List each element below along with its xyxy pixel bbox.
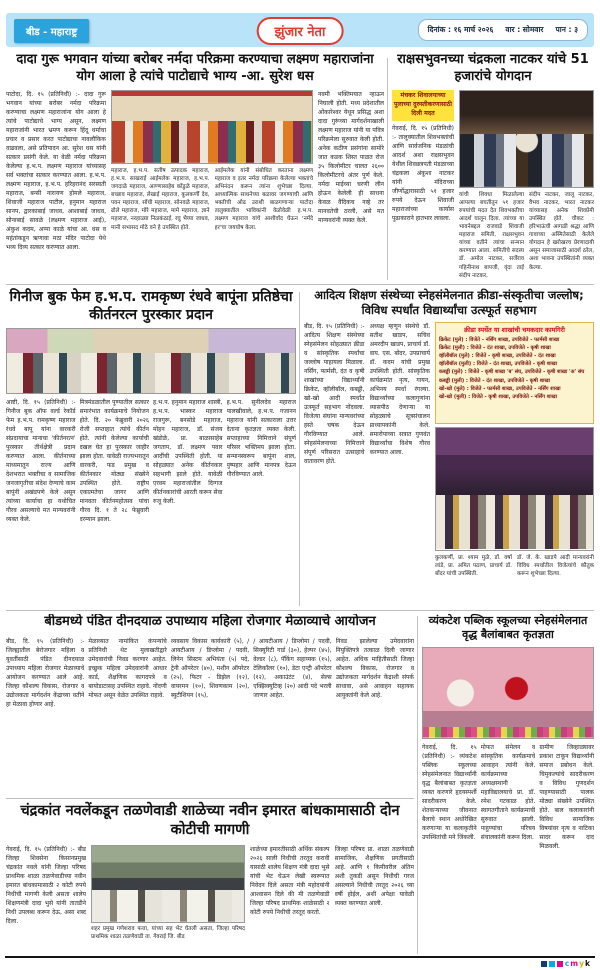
article-body-column: जिल्हा परिषद प्रा. शाळा तळणेवाडी सामाजिक, शैक्षणिक प्रगतीसाठी आहे. आणि १ किमीवरील अंतिम अशी तुकडी असून निधीची गरज असल्याने निधीची तरतूद २०२६ च्या वर्षी होईल, अशी अपेक्षा यावेळी व्यक्त करण्यात आली.	[334, 845, 414, 907]
stage-performance-photo	[422, 647, 594, 739]
article-body	[6, 637, 414, 795]
article-body-column: गेवराई, दि. १५ (प्रतिनिधी) :- व्यंकटेश पब्लिक स्कूलच्या स्नेहसंमेलनात विद्यार्थ्यांनी वृद्ध बैलांबाबत कृतज्ञता व्यक्त करणारे हृदयस्पर्शी सादरीकरण केले. शेतकऱ्याच्या जीवनात बैलाचे स्थान अधोरेखित करणाऱ्या या कलाकृतीने उपस्थितांची मने जिंकली.	[422, 743, 477, 841]
article-body-column: मोफत संमेलन व सांस्कृतिक कार्यक्रमाचे आवाहन त्यांनी केले. कार्यक्रमाच्या अध्यक्षस्थानी महाविद्यालयाचे प्रा. डॉ. रमेश गटकाळ होते. स्वागतगीताने कार्यक्रमाची सुरुवात झाली. पाहुण्यांचा परिचय संचालकांनी करून दिला.	[480, 743, 536, 841]
section-divider	[6, 798, 414, 799]
column-divider	[417, 616, 418, 954]
column-divider	[299, 292, 300, 606]
dateline-badge	[418, 19, 588, 41]
bottom-rule	[5, 956, 595, 958]
article-body	[6, 90, 384, 280]
article-body-column: ग्रामीण जिव्हाळ्यावर प्रकाश टाकून विद्यार्थ्यांनी समाज प्रबोधन केले. चिमुकल्यांचे सादरीकरण व विविध गुणदर्शन पाहण्यासाठी पालक मोठ्या संख्येने उपस्थित होते. बाल कलाकारांनी विविध सामाजिक विषयांवर नृत्य व नाटिका सादर करून दाद मिळवली.	[539, 743, 595, 850]
article-body-column: बीड, दि. १५ (प्रतिनिधी) :- आदित्य शिक्षण संस्थेच्या स्नेहसंमेलन सोहळ्यात क्रीडा व सांस्कृतिक स्पर्धांचा जल्लोष पाहायला मिळाला. नर्सिंग, फार्मसी, दंत व कृषी शाखांच्या विद्यार्थ्यांनी क्रिकेट, व्हॉलीबॉल, कबड्डी, खो-खो आदी स्पर्धांत उत्स्फूर्त सहभाग नोंदवला. विजेत्या संघांना मान्यवरांच्या हस्ते चषक देऊन गौरविण्यात आले. स्नेहसंमेलनाच्या निमित्ताने संपूर्ण परिसरात उत्साहाचे वातावरण होते.	[304, 322, 365, 465]
award-photo	[6, 328, 296, 394]
article-headline: दादा गुरू भगवान यांच्या बरोबर नर्मदा परिक्रमा करण्याचा लक्ष्मण महाराजांना योग आला हे त्यांचे पाटोद्याचे भाग्य -आ. सुरेश धस	[16, 52, 374, 84]
article-photo-block	[459, 90, 594, 280]
article-headline: गिनीज बुक फेम ह.भ.प. रामकृष्ण रंधवे बापूंना प्रतिष्ठेचा कीर्तनरत्न पुरस्कार प्रदान	[9, 289, 293, 324]
photo-caption-row	[111, 167, 313, 280]
region-badge: बीड - महाराष्ट्र	[14, 19, 89, 43]
article-body-column: पाटोदा, दि. १५ (प्रतिनिधी) :- दादा गुरू भगवान यांच्या बरोबर नर्मदा परिक्रमा करण्याचा लक्ष्मण महाराजांना योग आला हे त्यांचे पाटोद्याचे भाग्य असून, लक्ष्मण महाराजांनी भारत भ्रमण करून हिंदू धर्माचा प्रचार व प्रसार करत पाटोद्याचा नावलौकिक वाढवला, असे प्रतिपादन आ. सुरेश धस यांनी सत्कार प्रसंगी केले. या वेळी नर्मदा परिक्रमा केलेल्या ह.भ.प. लक्ष्मण महाराज यांच्यासह सर्व भक्तांचा सत्कार करण्यात आला. ह.भ.प. लक्ष्मण महाराज, ह.भ.प. हरिहरानंद सरस्वती महाराज, बन्सी नारायण होमले महाराज, शिवाजी महाराज पाटील, हनुमान महाराज सानप, द्वारकाबाई जाधव, आशाबाई जाधव, सोनाबाई सावळे (लक्ष्मण महाराज आई), अंकुश कदम, अप्पा काळे यांचा आ. धस व महंतांकडून ऋणावा मठा मंदिर पाटोदा येथे भव्य दिव्य सत्कार करण्यात आला.	[6, 90, 106, 251]
results-line: खो-खो (मुली) : विजेते - कृषी शाखा, उपविजेते - नर्सिंग शाखा	[439, 393, 558, 400]
article-media-block	[435, 322, 594, 598]
article-photo-block	[91, 845, 245, 957]
print-letter-c: c	[564, 959, 570, 968]
article-body	[392, 90, 594, 280]
photo-caption-row	[435, 554, 594, 598]
paper-name-badge: झुंजार नेता	[257, 17, 344, 45]
article-body-column: शाळेच्या इमारतीसाठी अर्थिक संकल्प २०२६ साली निधीची तरतूद करावी यासाठी शालेय शिक्षण मंत्री दादा भुसे यांची भेट घेऊन लेखी स्वरूपात निवेदन दिले असता मंत्री महोदयांनी आश्वासन दिले की मी तळणेवाडी जिल्हा परिषद प्राथमिक शाळेसाठी २ कोटी रुपये निधीची तरतूद करतो.	[250, 845, 330, 916]
article-headline: आदित्य शिक्षण संस्थेच्या स्नेहसंमेलनात क्रीडा-संस्कृतीचा जल्लोष; विविध स्पर्धांत विद्यार्थ्यांचा उत्स्फूर्त सहभाग	[314, 288, 584, 317]
article-body-column: ह.भ.प. सुनीलदेव महाराज पालखीवाले, ह.भ.प. गजानन महाराज यांनी सत्काराला उत्तर देताना कृतज्ञता व्यक्त केली. सप्ताहाच्या निमित्ताने संपूर्ण परिसर भक्तिमय झाला होता. सन्मानस्वरूप बापूंना शाल, पुष्पहार आणि मानपत्र देऊन गौरविण्यात आले.	[226, 399, 296, 479]
article-chandrakala-donation	[392, 52, 594, 280]
article-body-column: ह.भ.प. हनुमान महाराज शास्त्री, ह.भ.प. भास्कर महाराज राजगुरू, बनसोडे महाराज, मोहन महाराज, डॉ. संजय खंडोळे, प्रा. बाळासाहेब जगताप, डॉ. लक्ष्मण पवार आदींची उपस्थिती होती. या सोहळ्यात अनेक कीर्तनकार सहभागी झाले होते. यावेळी एरवम महाराजांतील दिग्गज कीर्तनकारांची आरती करून सेवा रुजू केली.	[153, 399, 223, 506]
results-line: खो-खो (मुले) : विजेते - फार्मसी शाखा, उपविजेते - नर्सिंग शाखा	[439, 385, 561, 392]
article-body-column: मित्रमंडळातील पुण्यातील सत्कार समारंभात कार्यक्रमाचे नियोजन होते. दि. २० फेब्रुवारी २०२६ रोजी सप्ताहात त्यांचे कीर्तन होते. त्यांनी केलेल्या कार्याची दखल घेत हा पुरस्कार जाहीर झाला होता. यावेळी राज्यभरातून वारकरी, फड प्रमुख व कीर्तनकार मोठ्या संख्येने उपस्थित होते. राष्ट्रीय एकात्मतेचा जागर आणि मानवता कीर्तनमहोत्सव यांचा गौरव दि. १ ते २८ फेब्रुवारी दरम्यान झाला.	[79, 399, 149, 524]
highlight-box: मंचकर शिवालयाच्या पुलाच्या दुरुस्तीकरणासाठी दिली मदत	[392, 90, 454, 121]
article-body-column: यांची शिवधा मिळालेल्या आपल्या बचतीतून ५१ हजार रुपयांची मदत देत शिवभक्तीचा आदर्श घालून दिला. त्यांच्या या भावनेबद्दल राजवाडे शिवाजी महाराज समिती, राक्षसभुवन यांच्या वतीने त्यांचा सन्मान करण्यात आला. समितीचे सदस्य डॉ. अमोल नाटकर, सर्जेराव गहिनीनाथ बापजी, वृंदा ताई संदीप नाटकर,	[459, 191, 524, 279]
print-letter-y: y	[579, 959, 584, 968]
article-body-column: नवमी भक्तिमयात न्हाऊन निघाली होती. मध्य प्रदेशातील ओंकारेश्वर येथून प्रसिद्ध अशा दादा गुरूंच्या मार्गदर्शनाखाली लक्ष्मण महाराज यांनी या पवित्र परिक्रमेला सुरुवात केली होती. अनेक कठीण प्रसंगांना सामोरे जात कडक शिस्त पाळत रोज ३५ किलोमीटर चालत २६०० किलोमीटरचे अंतर पूर्ण केले. नर्मदा माईच्या चरणी लीन होऊन केलेली ही साधना केवळ वैदिकच नव्हे तर मानवतेची ठरली, असे मत मान्यवरांनी व्यक्त केले.	[318, 90, 384, 224]
article-text-columns	[304, 322, 430, 598]
article-body-column: व्यवसाय विकास कार्यकारी (५), / आयटीआय / डिप्लोमा / पदवी, लिनेन सिस्टम अभियंता (५) पदे, ट्रेनी ऑपरेटर (४०), मशीन ऑपरेटर (२५), फिटर - डिझेल (१२), वायरमन (१०), शिवणकाम (२०), ब्युटीशियन (१५),	[170, 637, 250, 699]
photo-caption: शहर प्रमुख गणेशराव फत्ता, यांच्या सह भेट घेतली असता, जिल्हा परिषद प्राथमिक शाळा तळणेवाडी ता. गेवराई जि. बीड	[91, 925, 245, 940]
article-body	[6, 845, 414, 957]
page-number-label: पान : ३	[555, 25, 578, 34]
article-headline: व्यंकटेश पब्लिक स्कूलच्या स्नेहसंमेलनात वृद्ध बैलांबाबत कृतज्ञता	[428, 614, 588, 642]
article-body-column: संदीप नाटकर, जालू नाटकर, वैभव नाटकर, भारत नाटकर यांच्यासह अनेक शिवप्रेमी उपस्थित होते. चौकट : हरिभाऊंची आगळी श्रद्धा आणि गावाच्या अस्मितेसाठी केलेले योगदान हे खरोखरच प्रेरणादायी असून समाजासाठी आदर्श ठरेल, अशा भावना उपस्थितांनी व्यक्त केल्या.	[529, 191, 594, 271]
results-line: व्हॉलीबॉल (मुली) : विजेते - दंत शाखा, उपविजेते - कृषी शाखा	[439, 361, 558, 368]
article-body-column: मेळाव्यात नामांकित कंपन्यांचे प्रतिनिधी थेट मुलाखतीद्वारे उमेदवारांची निवड करणार आहेत. इच्छुक महिला उमेदवारांनी आधार कार्ड, शैक्षणिक कागदपत्रे व बायोडाटासह उपस्थित राहावे. नोंदणी मोफत असून वेळेत उपस्थित राहावे.	[88, 637, 167, 699]
article-body-column: निवड झालेल्या उमेदवारांना नियुक्तिपत्रे तत्काळ दिली जाणार आहेत. अधिक माहितीसाठी जिल्हा कौशल्य विकास, रोजगार व उद्योजकता मार्गदर्शन केंद्राशी संपर्क साधावा, असे आवाहन सहायक आयुक्तांनी केले आहे.	[335, 637, 415, 699]
date-label: दिनांक : १६ मार्च २०२६	[427, 25, 494, 34]
results-box-title: क्रीडा स्पर्धेत या शाखांची चमकदार कामगिरी	[464, 325, 565, 334]
article-body-column: / आयटीआय / डिप्लोमा / पदवी, सिक्युरिटी गार्ड (३०), हेल्पर (४५), वेल्डर (८), पॅकिंग सहाय्यक (१५), टेलिकॉलर (१०), डेटा एन्ट्री ऑपरेटर (१२), अकाउंटंट (४), सेल्स एक्झिक्युटिव्ह (२०) आदी पदे भरली जाणार आहेत.	[253, 637, 332, 699]
stage-group-photo	[435, 427, 594, 551]
print-square	[549, 961, 555, 967]
results-line: कबड्डी (मुले) : विजेते - कृषी शाखा 'ब' संघ, उपविजेते - कृषी शाखा 'अ' संघ	[439, 369, 585, 376]
print-square	[557, 961, 563, 967]
article-employment-fair	[6, 614, 414, 795]
handshake-photo	[459, 90, 594, 188]
article-body-column: अध्यक्ष म्हणून संस्थेचे डॉ. सतीश खाडप, सचिव अमरदीप खाडप, प्राचार्य डॉ. वाय. एस. बोंदर, उपप्राचार्य डॉ. कदम यांची प्रमुख उपस्थिती होती. सांस्कृतिक कार्यक्रमांत नृत्य, गायन, अभिनय स्पर्धा रंगल्या. विद्यार्थ्यांच्या कलागुणांना व्यासपीठ देणाऱ्या या सोहळ्याचे सूत्रसंचालन प्राध्यापकांनी केले. समारोपाच्या सत्रात गुणवंत विद्यार्थ्यांचा विशेष गौरव करण्यात आला.	[369, 322, 430, 456]
results-line: व्हॉलीबॉल (मुले) : विजेते - कृषी शाखा, उपविजेते - दंत शाखा	[439, 353, 556, 360]
article-headline: चंद्रकांत नवलेंकडून तळणेवाडी शाळेच्या नवीन इमारत बांधकामासाठी दोन कोटीची मागणी	[20, 803, 400, 838]
print-letter-k: k	[585, 959, 590, 968]
group-photo	[111, 90, 313, 164]
article-body-column: आईमलेक यांनी संबोधित करताना लक्ष्मण महाराज व इतर नर्मदा परिक्रमा केलेल्या भक्तांचे अभिनंदन करून त्यांना शुभेच्छा दिल्या. आध्यात्मिक साधनेच्या बळावर जगण्याची आणि भक्तीची ओढ उराशी बाळगणाऱ्या पाटोदा तालुक्यातील भाविकांनी वेळोवेळी ह.भ.प. लक्ष्मण महाराज यांचे आशीर्वाद घेऊन 'नर्मदे हर'चा जयघोष केला.	[214, 167, 313, 231]
article-body	[304, 322, 594, 598]
article-narmada-parikrama	[6, 52, 384, 280]
photo-caption-row	[459, 191, 594, 280]
article-school-building-demand	[6, 802, 414, 957]
article-kirtanratna-award	[6, 288, 296, 608]
print-letter-m: m	[570, 959, 579, 968]
results-box	[435, 322, 594, 424]
article-body	[6, 398, 296, 608]
article-aditya-gathering	[304, 288, 594, 598]
delegation-photo	[91, 845, 245, 923]
article-body-column: बीड, दि. १५ (प्रतिनिधी) :- जिल्ह्यातील बेरोजगार महिला व युवतींसाठी पंडित दीनदयाळ उपाध्याय महिला रोजगार मेळाव्याचे आयोजन करण्यात आले आहे. जिल्हा कौशल्य विकास, रोजगार व उद्योजकता मार्गदर्शन केंद्राच्या वतीने हा मेळावा होणार आहे.	[6, 637, 85, 708]
results-line: क्रिकेट (मुली) : विजेते - दंत शाखा, उपविजेते - कृषी शाखा	[439, 345, 551, 352]
article-body-column: गेवराई, दि. १५ (प्रतिनिधी) :- बीड जिल्हा शिवसेना किसानप्रमुख चंद्रकांत नवले यांनी जिल्हा परिषद प्राथमिक शाळा तळणेवाडीच्या नवीन इमारत बांधकामासाठी २ कोटी रुपये निधीची मागणी केली असता शालेय शिक्षणमंत्री दादा भुसे यांनी तातडीने निधी उपलब्ध करून देऊ, असा शब्द दिला.	[6, 845, 86, 925]
article-body-column: आष्टी, दि. १५ (प्रतिनिधी) :- गिनीज बुक ऑफ वर्ल्ड रेकॉर्ड फेम ह.भ.प. रामकृष्ण महाराज रंधवे बापू यांना वारकरी संप्रदायाचा मानाचा 'कीर्तनरत्न' पुरस्कार तीर्थक्षेत्री प्रदान करण्यात आला. कीर्तनाच्या माध्यमातून राज्य आणि देशभरात भक्तीचा व सामाजिक जनजागृतीचा संदेश देण्याचे काम बापूंनी अखंडपणे केले असून त्यांच्या कार्याचा हा यथोचित गौरव असल्याचे मत मान्यवरांनी व्यक्त केले.	[6, 399, 76, 524]
section-divider	[6, 610, 594, 611]
print-square	[541, 961, 547, 967]
photo-caption: डॉ. जे. के. खाडपे आदी मान्यवरांनी विविध स्पर्धांतील विजेत्यांचे कौतुक करून शुभेच्छा दिल्या.	[517, 554, 594, 578]
results-line: कबड्डी (मुली) : विजेते - दंत शाखा, उपविजेते - कृषी शाखा	[439, 377, 550, 384]
column-divider	[387, 58, 388, 280]
article-headline: बीडमध्ये पंडित दीनदयाळ उपाध्याय महिला रोजगार मेळाव्याचे आयोजन	[44, 614, 376, 629]
article-body	[422, 743, 594, 941]
article-left-column	[392, 90, 454, 280]
photo-caption: कुलकर्णी, प्रा. श्याम मुळे, डॉ. वर्षा लांडे, प्रा. अमित पठाण, प्राचार्य डॉ. बोंदर यांची उपस्थिती.	[435, 554, 512, 578]
article-venkatesh-school	[422, 614, 594, 941]
section-divider	[6, 284, 594, 285]
day-label: वार : सोमवार	[505, 25, 544, 34]
article-body-column: गेवराई, दि. १५ (प्रतिनिधी) :- तालुक्यातील शिवभक्तांची आणि सार्वजनिक मंडळांची आदर्श अशा राक्षसभुवन येथील शिवछत्रपती मंडळाच्या चंद्रकला अंकुशा नाटकर यांनी मंदिराच्या जीर्णोद्धारासाठी ५१ हजार रुपये देऊन शिवाजी महाराजांच्या कार्यास पुढाकाराने हातभार लावला.	[392, 124, 454, 222]
photo-caption: महाराज, ह.भ.प. सतीष उत्पादक महाराज, ह.भ.प. साखराई आईमलेक महाराज, ह.भ.प. जगदाळे महाराज, आण्णासाहेब कोंडुळे महाराज, बच्छाव महाराज, लेखाई महाराज, कुलकर्णी देव, पवन महाराज, सोंधी महाराज, सोनवळे महाराज, ढोले महाराज, मोरे महाराज, मामे महाराज, ज्ञाने महाराज, नरहाळ्या निळकंठाई, रघु भैय्या जाधव, मानी सभासद मोठे वने हे उपस्थित होते.	[111, 167, 210, 231]
article-headline: राक्षसभुवनच्या चंद्रकला नाटकर यांचे 51 हजारांचे योगदान	[397, 52, 589, 84]
cmyk-print-mark	[541, 960, 590, 968]
article-photo-block	[111, 90, 313, 280]
results-line: क्रिकेट (मुले) : विजेते - नर्सिंग शाखा, उपविजेते - फार्मसी शाखा	[439, 336, 560, 343]
